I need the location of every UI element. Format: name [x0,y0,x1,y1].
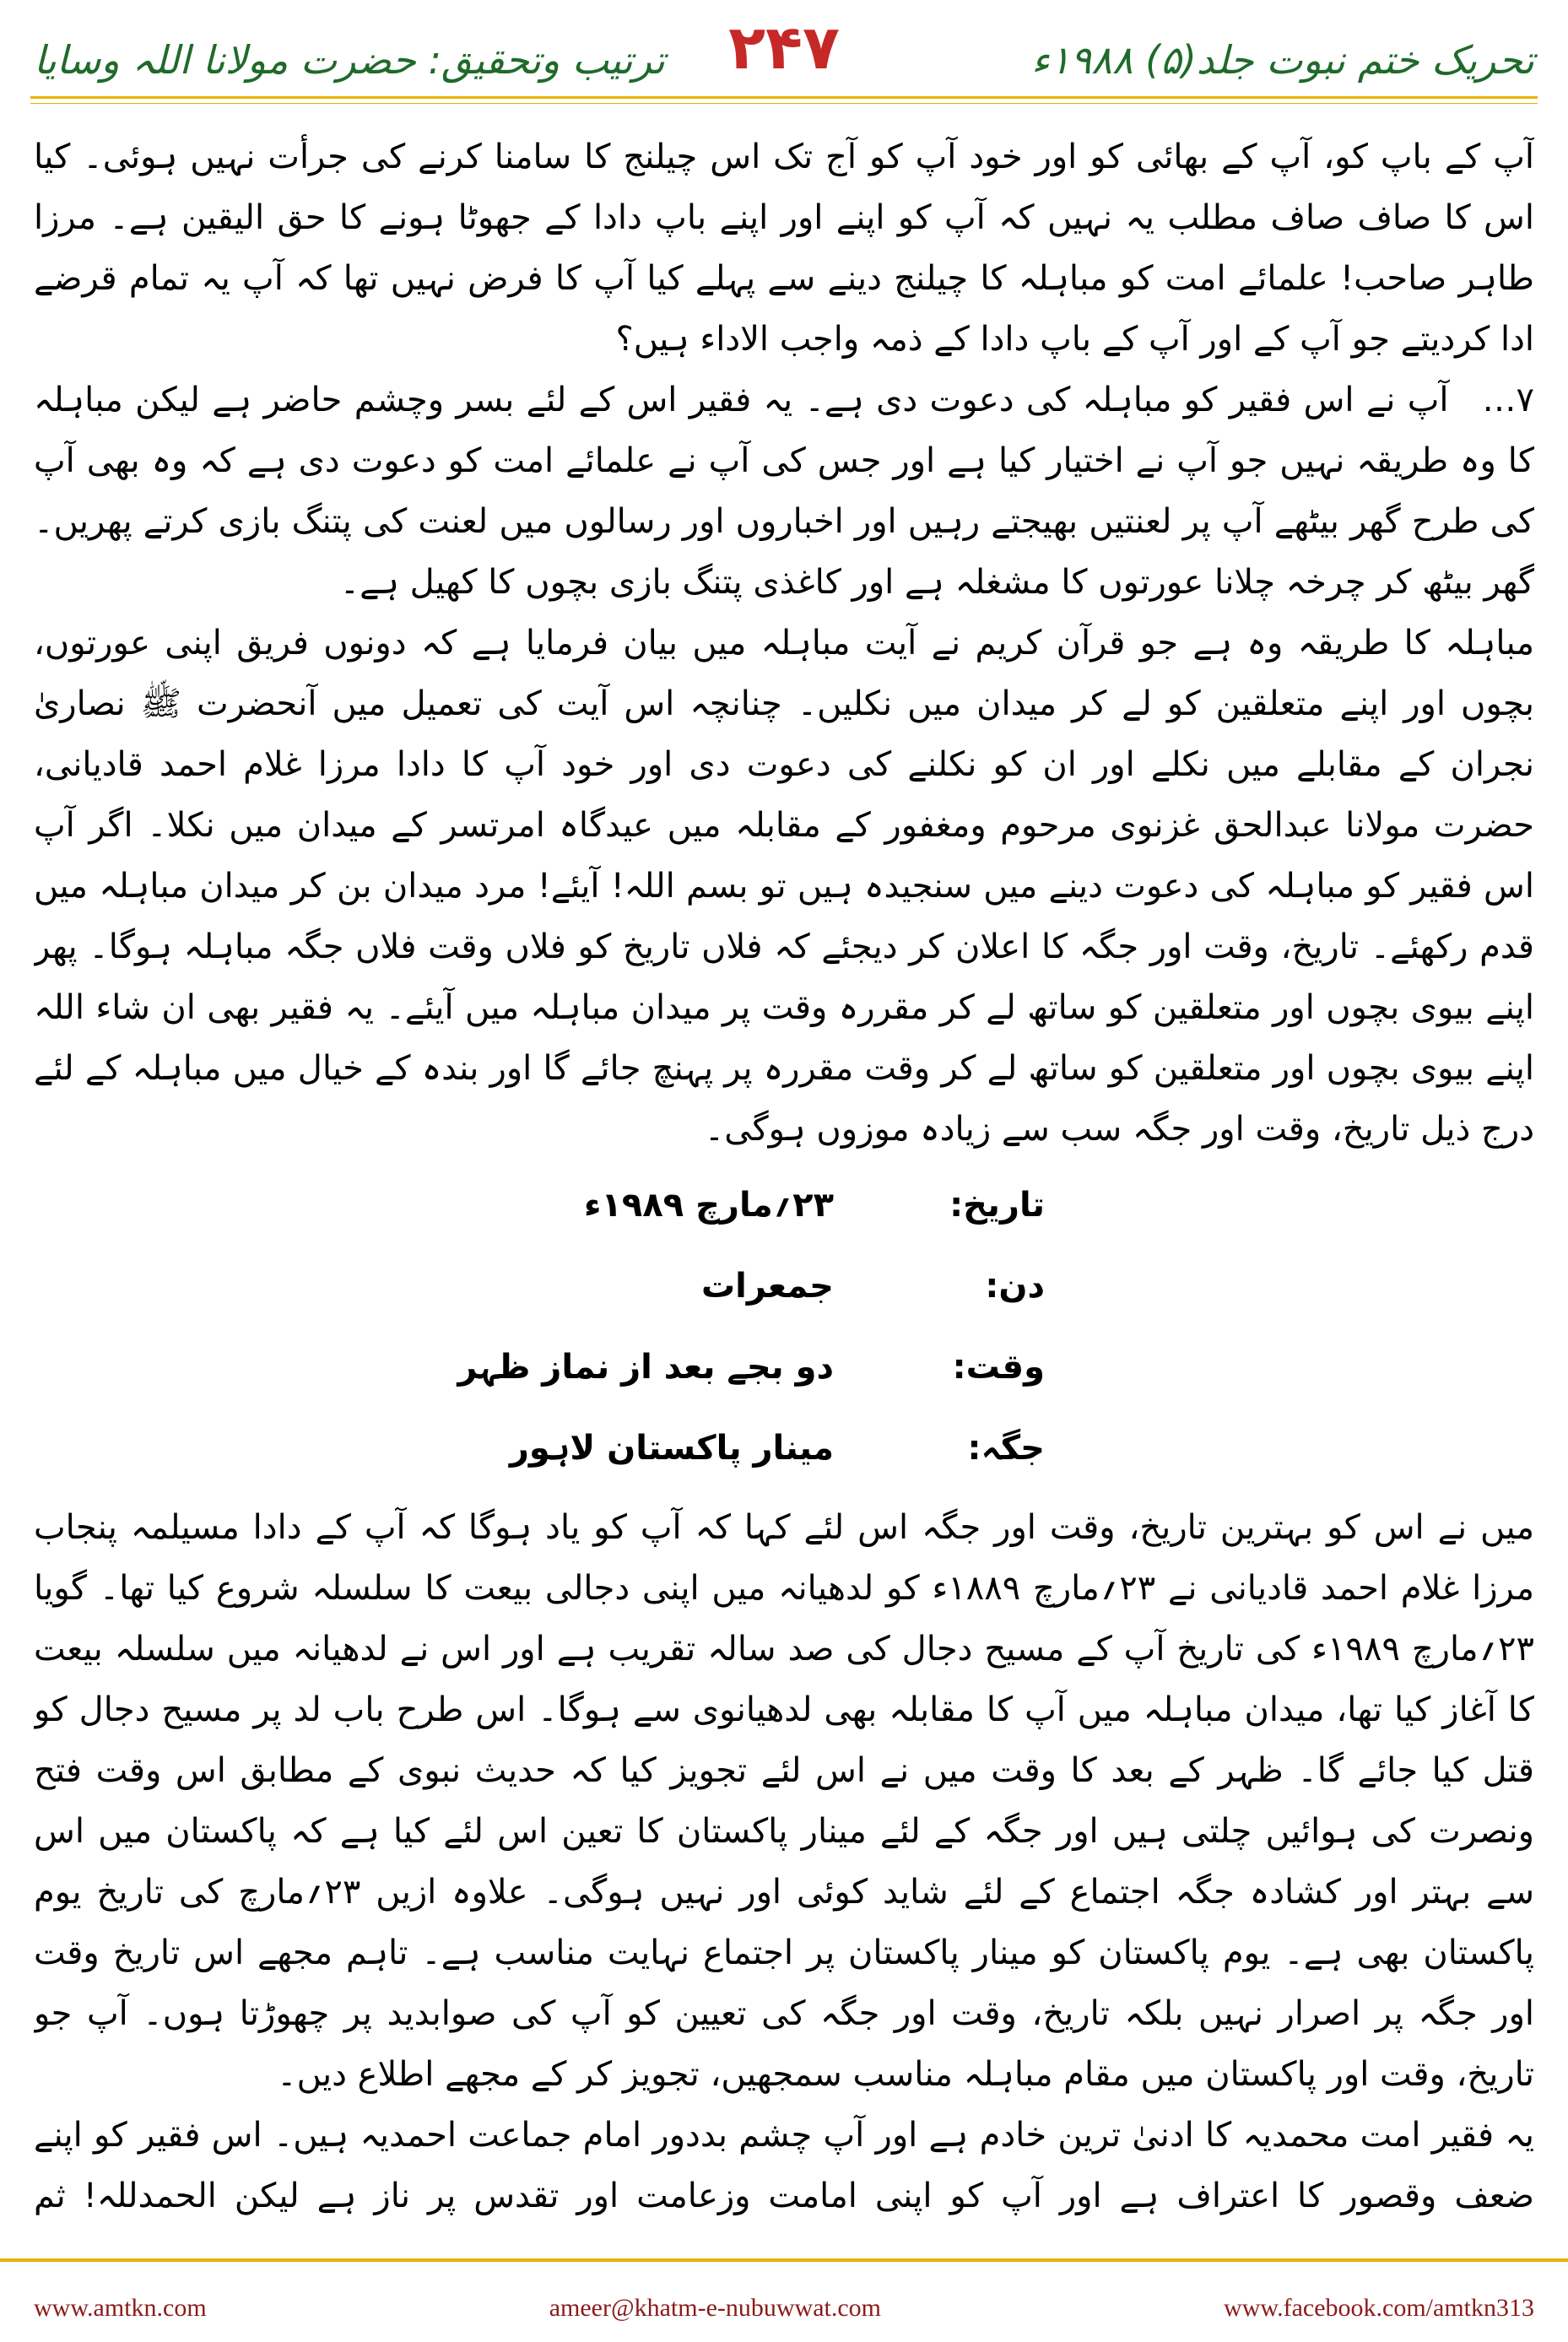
header-divider-thin [30,103,1538,104]
schedule-label: وقت: [952,1348,1045,1387]
schedule-label: دن: [985,1267,1045,1306]
paragraph-2-text: آپ نے اس فقیر کو مباہلہ کی دعوت دی ہے۔ یہ فقیر اس کے لئے بسر وچشم حاضر ہے لیکن مباہلہ کا وہ طریقہ نہیں جو آپ نے اختیار کیا ہے اور جس کی آپ نے علمائے امت کو دعوت دی ہے کہ وہ بھی آپ کی طرح گھر بیٹھے آپ پر لعنتیں بھیجتے رہیں اور اخباروں اور رسالوں میں لعنت کی پتنگ بازی کرتے پھریں۔ گھر بیٹھ کر چرخہ چلانا عورتوں کا مشغلہ ہے اور کاغذی پتنگ بازی بچوں کا کھیل ہے۔ [34,381,1534,602]
schedule-value: جمعرات [700,1267,834,1306]
schedule-row-date [34,1165,1045,1246]
paragraph-1: آپ کے باپ کو، آپ کے بھائی کو اور خود آپ کو آج تک اس چیلنج کا سامنا کرنے کی جرأت نہیں ہوئی۔ کیا اس کا صاف صاف مطلب یہ نہیں کہ آپ کو اپنے اور اپنے باپ دادا کے جھوٹا ہونے کا حق الیقین ہے۔ مرزا طاہر صاحب! علمائے امت کو مباہلہ کا چیلنج دینے سے پہلے کیا آپ کا فرض نہیں تھا کہ آپ یہ تمام قرضے ادا کردیتے جو آپ کے اور آپ کے باپ دادا کے ذمہ واجب الاداء ہیں؟ [34,138,1534,359]
paragraph-2 [34,370,1534,613]
schedule-row-place [34,1408,1045,1489]
schedule-row-time [34,1327,1045,1408]
paragraph-4: میں نے اس کو بہترین تاریخ، وقت اور جگہ اس لئے کہا کہ آپ کو یاد ہوگا کہ آپ کے دادا مسیلمہ پنجاب مرزا غلام احمد قادیانی نے ۲۳؍مارچ ۱۸۸۹ء کو لدھیانہ میں اپنی دجالی بیعت کا سلسلہ شروع کیا تھا۔ گویا ۲۳؍مارچ ۱۹۸۹ء کی تاریخ آپ کے مسیح دجال کی صد سالہ تقریب ہے اور اس نے لدھیانہ میں سلسلہ بیعت کا آغاز کیا تھا، میدان مباہلہ میں آپ کا مقابلہ بھی لدھیانوی سے ہوگا۔ اس طرح باب لد پر مسیح دجال کو قتل کیا جائے گا۔ ظہر کے بعد کا وقت میں نے اس لئے تجویز کیا کہ حدیث نبوی کے مطابق اس وقت فتح ونصرت کی ہوائیں چلتی ہیں اور جگہ کے لئے مینار پاکستان کا تعین اس لئے کیا ہے کہ پاکستان میں اس سے بہتر اور کشادہ جگہ اجتماع کے لئے شاید کوئی اور نہیں ہوگی۔ علاوہ ازیں ۲۳؍مارچ کی تاریخ یوم پاکستان بھی ہے۔ یوم پاکستان کو مینار پاکستان پر اجتماع نہایت مناسب ہے۔ تاہم مجھے اس تاریخ وقت اور جگہ پر اصرار نہیں بلکہ تاریخ، وقت اور جگہ کی تعیین کو آپ کی صوابدید پر چھوڑتا ہوں۔ آپ جو تاریخ، وقت اور پاکستان میں مقام مباہلہ مناسب سمجھیں، تجویز کر کے مجھے اطلاع دیں۔ [34,1508,1534,2094]
page-body [34,127,1534,2220]
schedule-value: ۲۳؍مارچ ۱۹۸۹ء [584,1186,834,1225]
schedule-row-day [34,1246,1045,1327]
header-divider [30,96,1538,99]
page-number: ۲۴۷ [728,12,840,83]
email-link[interactable]: ameer@khatm-e-nubuwwat.com [549,2294,882,2322]
facebook-link[interactable]: www.facebook.com/amtkn313 [1224,2294,1534,2322]
website-link[interactable]: www.amtkn.com [34,2294,207,2322]
schedule-value: دو بجے بعد از نماز ظہر [457,1348,834,1387]
paragraph-3: مباہلہ کا طریقہ وہ ہے جو قرآن کریم نے آیت مباہلہ میں بیان فرمایا ہے کہ دونوں فریق اپنی عورتوں، بچوں اور اپنے متعلقین کو لے کر میدان میں نکلیں۔ چنانچہ اس آیت کی تعمیل میں آنحضرت ﷺ نصاریٰ نجران کے مقابلے میں نکلے اور ان کو نکلنے کی دعوت دی اور خود آپ کا دادا مرزا غلام احمد قادیانی، حضرت مولانا عبدالحق غزنوی مرحوم ومغفور کے مقابلہ میں عیدگاہ امرتسر کے میدان میں نکلا۔ اگر آپ اس فقیر کو مباہلہ کی دعوت دینے میں سنجیدہ ہیں تو بسم اللہ! آیئے! مرد میدان بن کر میدان مباہلہ میں قدم رکھئے۔ تاریخ، وقت اور جگہ کا اعلان کر دیجئے کہ فلاں تاریخ کو فلاں وقت فلاں جگہ مباہلہ ہوگا۔ پھر اپنے بیوی بچوں اور متعلقین کو ساتھ لے کر مقررہ وقت پر میدان مباہلہ میں آیئے۔ یہ فقیر بھی ان شاء اللہ اپنے بیوی بچوں اور متعلقین کو ساتھ لے کر وقت مقررہ پر پہنچ جائے گا اور بندہ کے خیال میں مباہلہ کے لئے درج ذیل تاریخ، وقت اور جگہ سب سے زیادہ موزوں ہوگی۔ [34,624,1534,1149]
page-footer [0,2258,1568,2342]
mubahala-schedule [34,1165,1534,1489]
paragraph-number: ۷… [1482,381,1534,419]
compiler-credit: ترتیب وتحقیق: حضرت مولانا اللہ وسایا [34,37,665,83]
book-title: تحریک ختم نبوت جلد(۵) ۱۹۸۸ء [1031,37,1534,83]
page-header [34,12,1534,103]
schedule-label: جگہ: [967,1429,1045,1468]
schedule-label: تاریخ: [949,1186,1045,1225]
schedule-value: مینار پاکستان لاہور [509,1429,834,1468]
paragraph-5: یہ فقیر امت محمدیہ کا ادنیٰ ترین خادم ہے اور آپ چشم بددور امام جماعت احمدیہ ہیں۔ اس فقیر کو اپنے ضعف وقصور کا اعتراف ہے اور آپ کو اپنی امامت وزعامت اور تقدس پر ناز ہے لیکن الحمدللہ! ثم [34,2116,1534,2215]
